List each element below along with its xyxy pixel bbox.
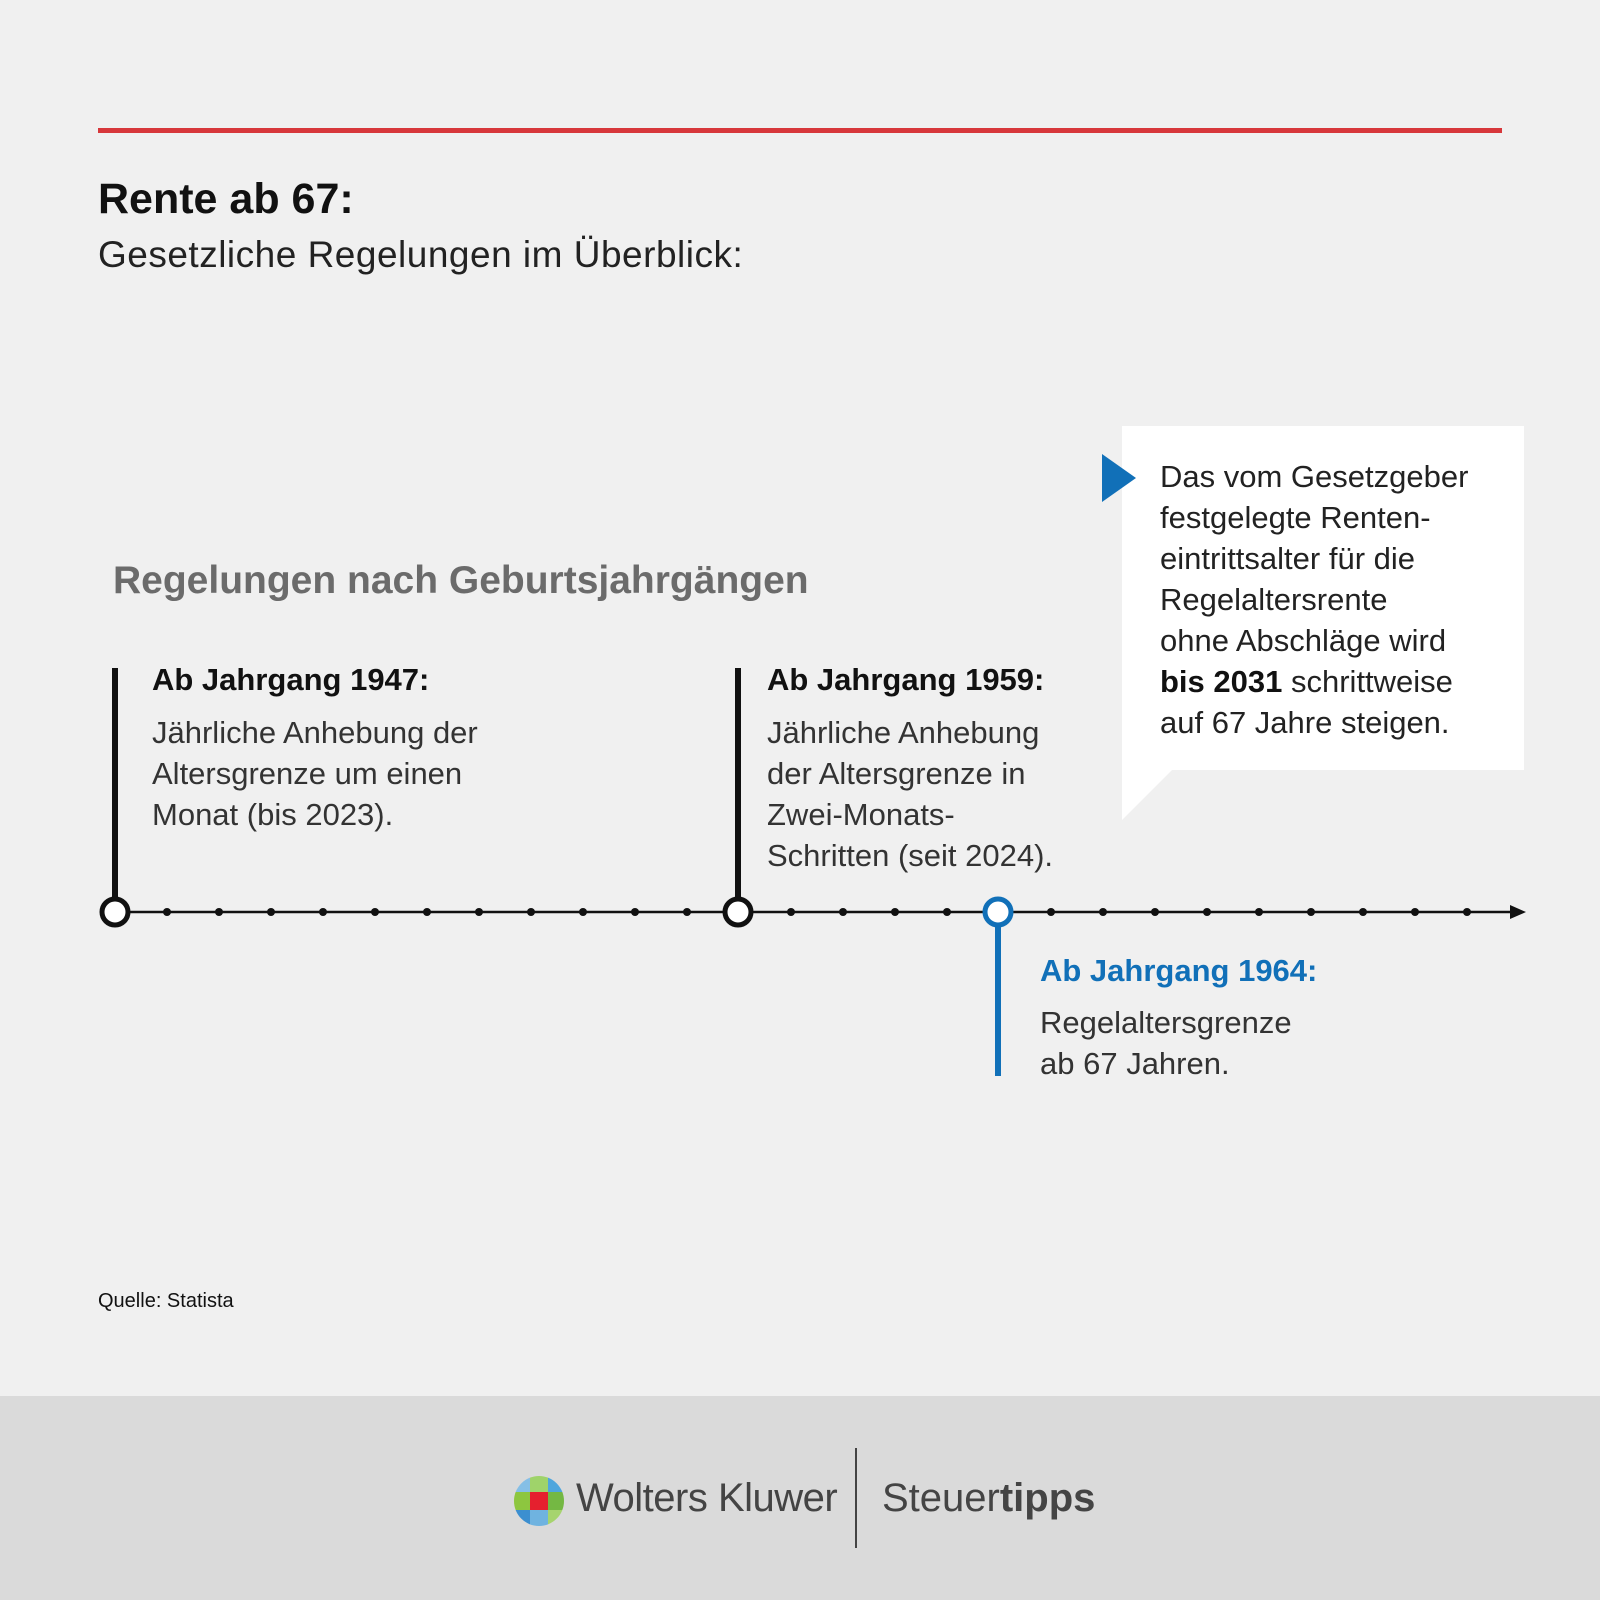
- entry-description-1959: [767, 712, 1053, 876]
- callout-line: Regelaltersrente: [1160, 582, 1388, 617]
- entry-line: Zwei-Monats-: [767, 797, 955, 832]
- marker-node-1964: [985, 899, 1011, 925]
- entry-title-1959: Ab Jahrgang 1959:: [767, 662, 1045, 697]
- page-title: Rente ab 67:: [98, 175, 354, 223]
- product-name-bold: tipps: [999, 1476, 1096, 1520]
- marker-node-1947: [102, 899, 128, 925]
- entry-line: Monat (bis 2023).: [152, 797, 394, 832]
- wolters-kluwer-logo-icon: [512, 1474, 566, 1528]
- callout-line: Das vom Gesetzgeber: [1160, 459, 1469, 494]
- callout-line: auf 67 Jahre steigen.: [1160, 705, 1450, 740]
- page-subtitle: Gesetzliche Regelungen im Überblick:: [98, 234, 744, 275]
- entry-line: Altersgrenze um einen: [152, 756, 463, 791]
- entry-title-1964: Ab Jahrgang 1964:: [1040, 953, 1318, 988]
- source-note: Quelle: Statista: [98, 1290, 234, 1312]
- brand-name: Wolters Kluwer: [576, 1476, 838, 1520]
- callout-line: festgelegte Renten-: [1160, 500, 1431, 535]
- footer-divider: [855, 1448, 857, 1548]
- entry-line: Jährliche Anhebung der: [152, 715, 478, 750]
- timeline-arrowhead: [1510, 905, 1526, 919]
- section-heading: Regelungen nach Geburtsjahrgängen: [113, 559, 809, 602]
- callout-line: eintrittsalter für die: [1160, 541, 1415, 576]
- entry-description-1964: [1040, 1002, 1292, 1084]
- entry-line: der Altersgrenze in: [767, 756, 1026, 791]
- entry-line: Regelaltersgrenze: [1040, 1005, 1292, 1040]
- entry-line: Schritten (seit 2024).: [767, 838, 1054, 873]
- entry-line: ab 67 Jahren.: [1040, 1046, 1230, 1081]
- entry-title-1947: Ab Jahrgang 1947:: [152, 662, 430, 697]
- product-name: [882, 1476, 1095, 1521]
- callout-line-rest: schrittweise: [1282, 664, 1453, 699]
- product-name-regular: Steuer: [882, 1476, 1000, 1520]
- entry-description-1947: [152, 712, 478, 835]
- marker-node-1959: [725, 899, 751, 925]
- entry-line: Jährliche Anhebung: [767, 715, 1040, 750]
- callout-highlight: bis 2031: [1160, 664, 1283, 699]
- callout-line: ohne Abschläge wird: [1160, 623, 1447, 658]
